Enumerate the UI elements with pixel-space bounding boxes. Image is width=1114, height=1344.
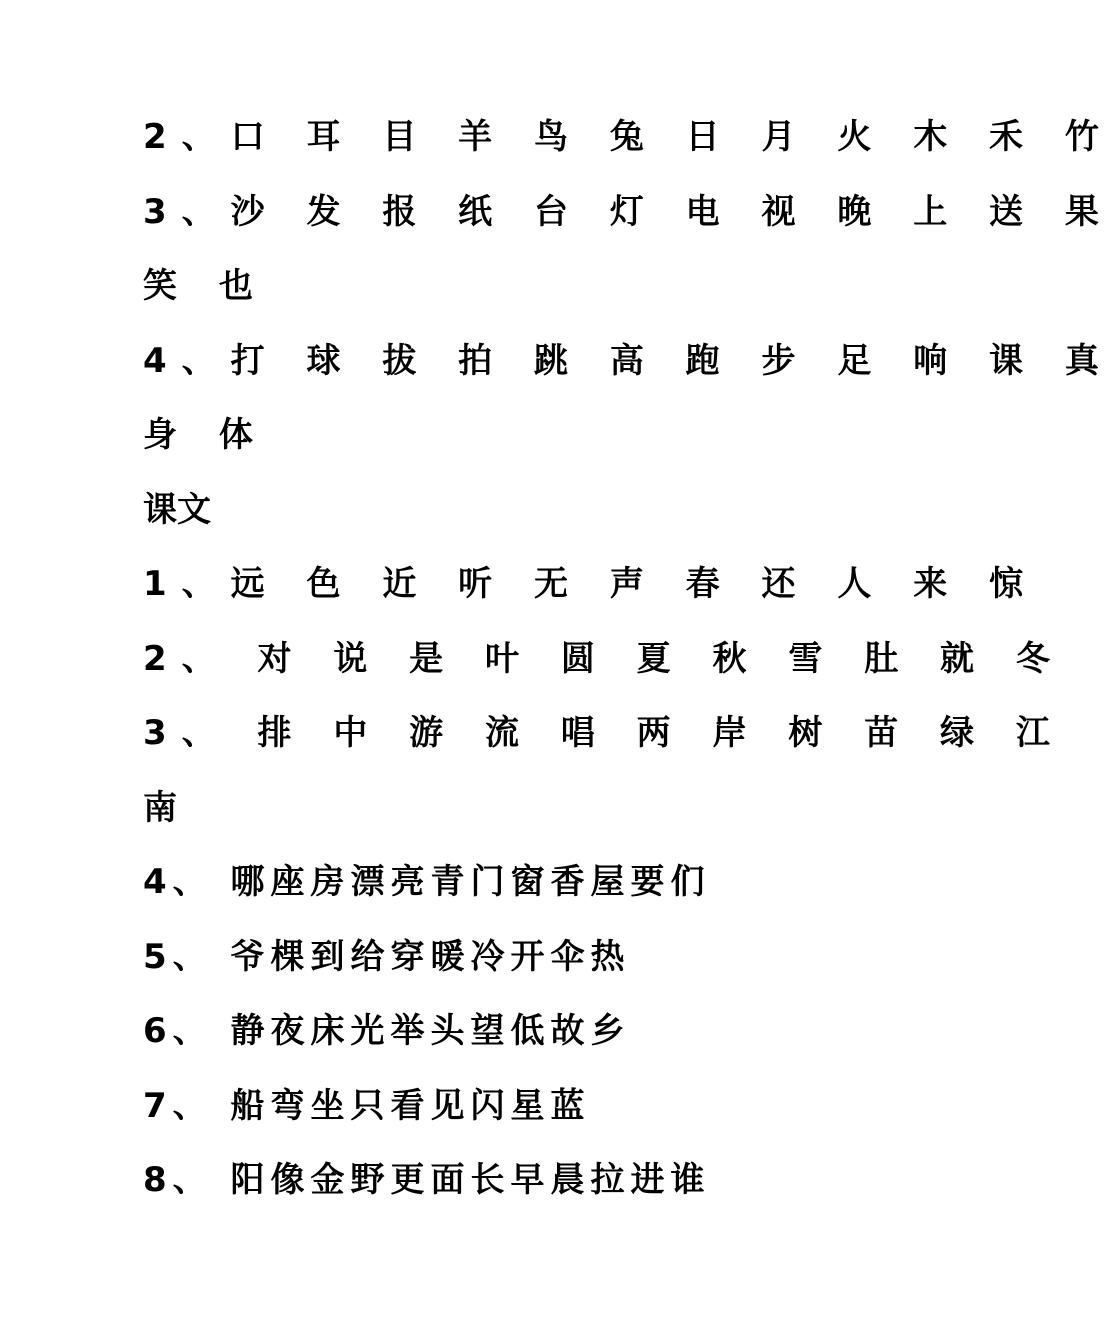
text-line-6: 6、 静夜床光举头望低故乡 (143, 1011, 631, 1051)
text-line-3: 3、 排 中 游 流 唱 两 岸 树 苗 绿 江 (143, 713, 1065, 753)
text-line-5: 5、 爷棵到给穿暖冷开伞热 (143, 936, 631, 977)
text-line-4: 4、 哪座房漂亮青门窗香屋要们 (143, 862, 711, 902)
vocab-line-3: 3、沙 发 报 纸 台 灯 电 视 晚 上 送 果 (143, 191, 1114, 232)
vocab-line-3-continued: 笑 也 (143, 266, 268, 306)
vocab-line-2: 2、口 耳 目 羊 鸟 兔 日 月 火 木 禾 竹 (143, 117, 1114, 157)
vocab-line-4-continued: 身 体 (143, 415, 268, 455)
text-line-7: 7、 船弯坐只看见闪星蓝 (143, 1085, 591, 1126)
text-line-8: 8、 阳像金野更面长早晨拉进谁 (143, 1160, 711, 1200)
text-line-1: 1、远 色 近 听 无 声 春 还 人 来 惊 (143, 564, 1039, 604)
text-line-2: 2、 对 说 是 叶 圆 夏 秋 雪 肚 就 冬 (143, 638, 1065, 679)
vocab-line-4: 4、打 球 拔 拍 跳 高 跑 步 足 响 课 真 (143, 340, 1114, 381)
text-line-3-continued: 南 (143, 787, 192, 828)
document-page (143, 100, 1114, 1218)
section-heading-texts: 课文 (143, 489, 211, 530)
